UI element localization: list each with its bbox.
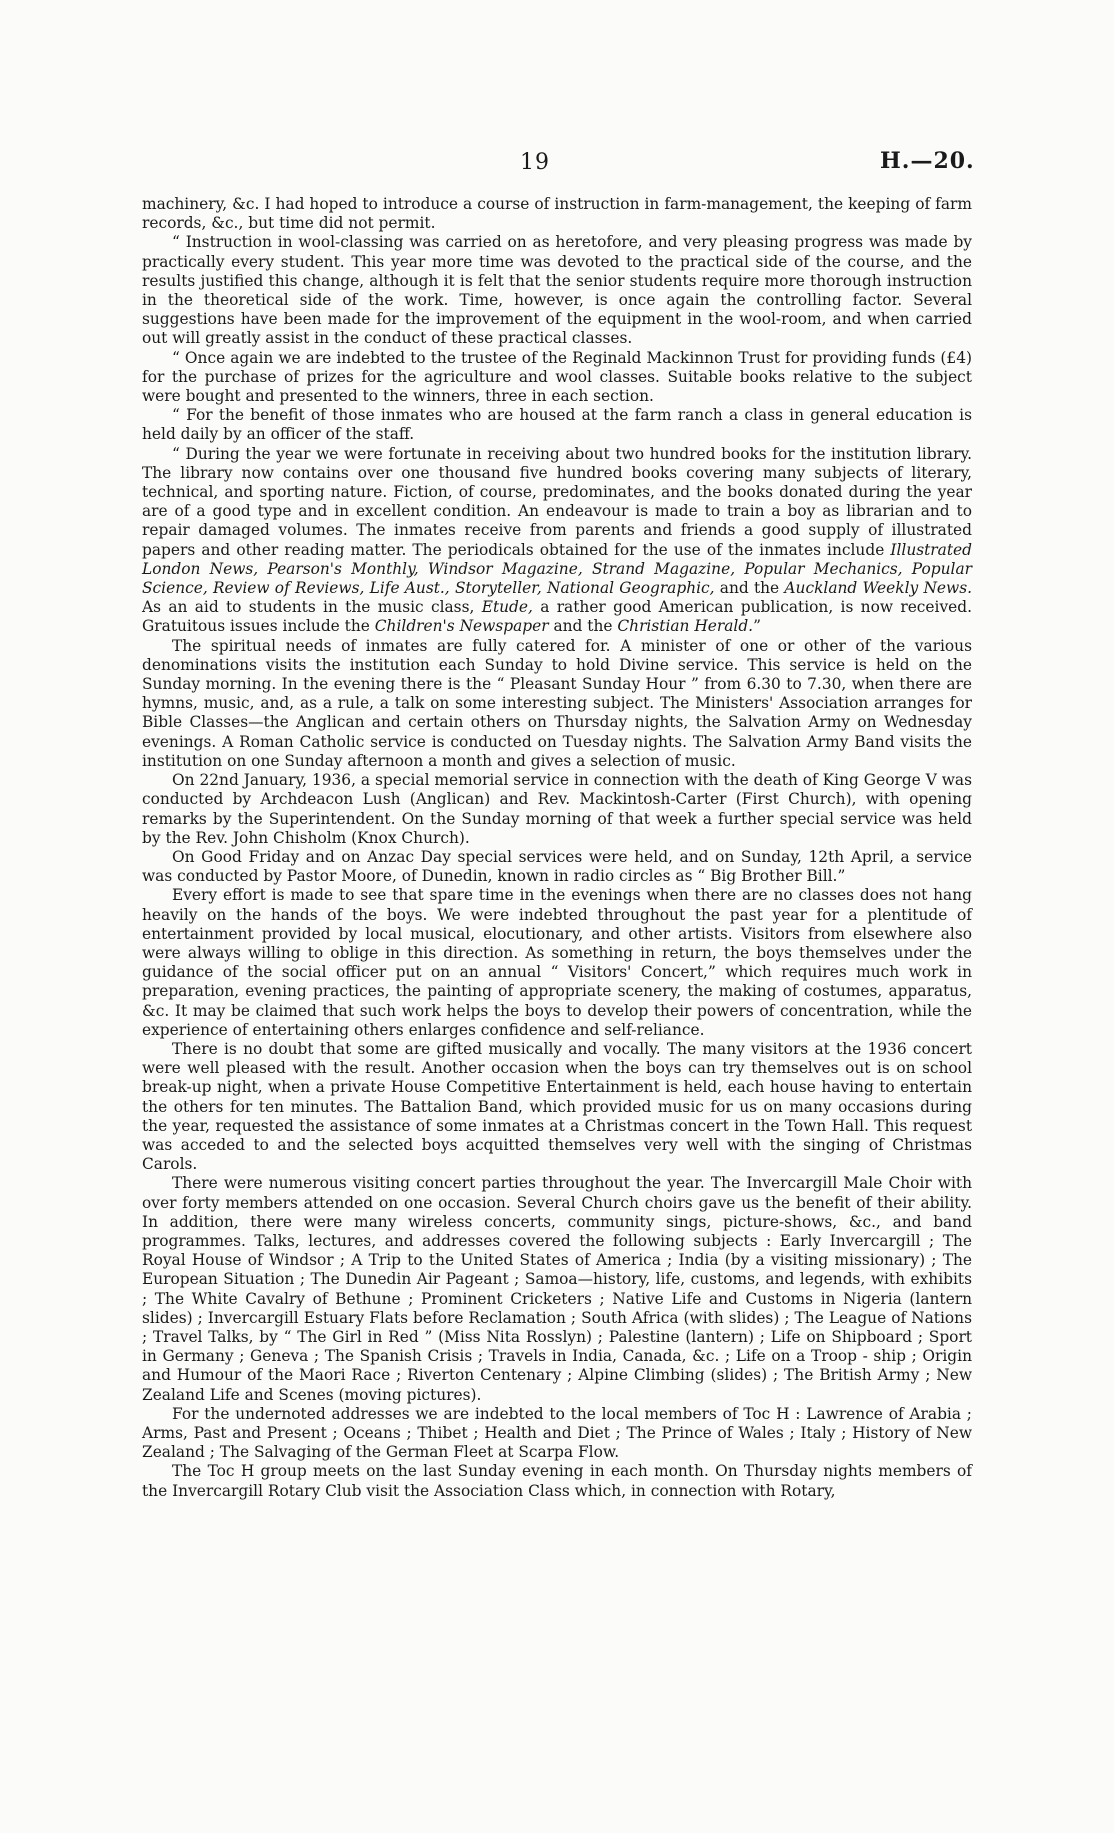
document-reference: H.—20. <box>880 148 975 174</box>
periodical-auckland-weekly-news: Auckland Weekly News. <box>784 579 972 598</box>
paragraph-concert-parties: There were numerous visiting concert parties throughout the year. The Invercargill Male Choir with over forty members attended on one occasion. Several Church choirs gave us the benefit of their ability. In addition, there were many wireless concerts, community sings, picture-shows, &c., and band programmes. Talks, lectures, and addresses covered the following subjects : Early Invercargill ; The Royal House of Windsor ; A Trip to the United States of America ; India (by a visiting missionary) ; The European Situation ; The Dunedin Air Pageant ; Samoa—history, life, customs, and legends, with exhibits ; The White Cavalry of Bethune ; Prominent Cricketers ; Native Life and Customs in Nigeria (lantern slides) ; Invercargill Estuary Flats before Reclamation ; South Africa (with slides) ; The League of Nations ; Travel Talks, by “ The Girl in Red ” (Miss Nita Rosslyn) ; Palestine (lantern) ; Life on Shipboard ; Sport in Germany ; Geneva ; The Spanish Crisis ; Travels in India, Canada, &c. ; Life on a Troop - ship ; Origin and Humour of the Maori Race ; Riverton Centenary ; Alpine Climbing (slides) ; The British Army ; New Zealand Life and Scenes (moving pictures). <box>142 1174 972 1404</box>
paragraph-spare-time: Every effort is made to see that spare time in the evenings when there are no classes does not hang heavily on the hands of the boys. We were indebted throughout the past year for a plentitude of entertainment provided by local musical, elocutionary, and other artists. Visitors from elsewhere also were always willing to oblige in this direction. As something in return, the boys themselves under the guidance of the social officer put on an annual “ Visitors' Concert,” which requires much work in preparation, evening practices, the painting of appropriate scenery, the making of costumes, apparatus, &c. It may be claimed that such work helps the boys to develop their powers of concentration, while the experience of entertaining others enlarges confidence and self-reliance. <box>142 886 972 1039</box>
library-text-e: and the <box>548 617 618 636</box>
paragraph-farm-ranch-class: “ For the benefit of those inmates who are housed at the farm ranch a class in general education is held daily by an officer of the staff. <box>142 406 972 444</box>
paragraph-good-friday: On Good Friday and on Anzac Day special services were held, and on Sunday, 12th April, a service was conducted by Pastor Moore, of Dunedin, known in radio circles as “ Big Brother Bill.” <box>142 847 972 886</box>
library-text-c: As an aid to students in the music class, <box>142 598 482 617</box>
paragraph-memorial-service: On 22nd January, 1936, a special memorial service in connection with the death of King George V was conducted by Archdeacon Lush (Anglican) and Rev. Mackintosh-Carter (First Church), with opening remarks by the Superintendent. On the Sunday morning of that week a further special service was held by the Rev. John Chisholm (Knox Church). <box>142 771 972 847</box>
paragraph-mackinnon-trust: “ Once again we are indebted to the trustee of the Reginald Mackinnon Trust for providing funds (£4) for the purchase of prizes for the agriculture and wool classes. Suitable books relative to the subject were bought and presented to the winners, three in each section. <box>142 348 972 406</box>
periodical-childrens-newspaper: Children's Newspaper <box>374 617 549 636</box>
paragraph-spiritual-needs: The spiritual needs of inmates are fully catered for. A minister of one or other of the various denominations visits the institution each Sunday to hold Divine service. This service is held on the Sunday morning. In the evening there is the “ Pleasant Sunday Hour ” from 6.30 to 7.30, when there are hymns, music, and, as a rule, a talk on some interesting subject. The Ministers' Association arranges for Bible Classes—the Anglican and certain others on Thursday nights, the Salvation Army on Wednesday evenings. A Roman Catholic service is conducted on Tuesday nights. The Salvation Army Band visits the institution on one Sunday afternoon a month and gives a selection of music. <box>142 636 972 770</box>
paragraph-toc-h-group: The Toc H group meets on the last Sunday evening in each month. On Thursday nights members of the Invercargill Rotary Club visit the Association Class which, in connection with Rotary, <box>142 1462 972 1500</box>
body-text <box>142 195 972 1501</box>
page-number: 19 <box>520 150 550 175</box>
paragraph-farm-management: machinery, &c. I had hoped to introduce a course of instruction in farm-management, the keeping of farm records, &c., but time did not permit. <box>142 195 972 233</box>
paragraph-wool-classing: “ Instruction in wool-classing was carried on as heretofore, and very pleasing progress was made by practically every student. This year more time was devoted to the practical side of the course, and the results justified this change, although it is felt that the senior students require more thorough instruction in the theoretical side of the work. Time, however, is once again the controlling factor. Several suggestions have been made for the improvement of the equipment in the wool-room, and when carried out will greatly assist in the conduct of these practical classes. <box>142 233 972 348</box>
library-text-d: a rather good American publication, is now received. Gratuitous issues include the <box>142 598 972 636</box>
periodical-etude: Etude, <box>481 598 533 617</box>
library-text-f: ” <box>753 617 761 636</box>
library-text-a: “ During the year we were fortunate in receiving about two hundred books for the institution library. The library now contains over one thousand five hundred books covering many subjects of literary, technical, and sporting nature. Fiction, of course, predominates, and the books donated during the year are of a good type and in excellent condition. An endeavour is made to train a boy as librarian and to repair damaged volumes. The inmates receive from parents and friends a good supply of illustrated papers and other reading matter. The periodicals obtained for the use of the inmates include <box>142 444 972 559</box>
periodical-christian-herald: Christian Herald. <box>617 617 754 636</box>
paragraph-musical-talent: There is no doubt that some are gifted musically and vocally. The many visitors at the 1936 concert were well pleased with the result. Another occasion when the boys can try themselves out is on school break-up night, when a private House Competitive Entertainment is held, each house having to entertain the others for ten minutes. The Battalion Band, which provided music for us on many occasions during the year, requested the assistance of some inmates at a Christmas concert in the Town Hall. This request was acceded to and the selected boys acquitted themselves very well with the singing of Christmas Carols. <box>142 1039 972 1174</box>
paragraph-toc-h-addresses: For the undernoted addresses we are indebted to the local members of Toc H : Lawrence of Arabia ; Arms, Past and Present ; Oceans ; Thibet ; Health and Diet ; The Prince of Wales ; Italy ; History of New Zealand ; The Salvaging of the German Fleet at Scarpa Flow. <box>142 1404 972 1462</box>
periodicals-list: Illustrated London News, Pearson's Monthly, Windsor Magazine, Strand Magazine, Popular Mechanics, Popular Science, Review of Reviews, Life Aust., Storyteller, National Geographic, <box>142 540 972 598</box>
library-text-b: and the <box>714 579 785 598</box>
paragraph-library <box>142 445 972 637</box>
